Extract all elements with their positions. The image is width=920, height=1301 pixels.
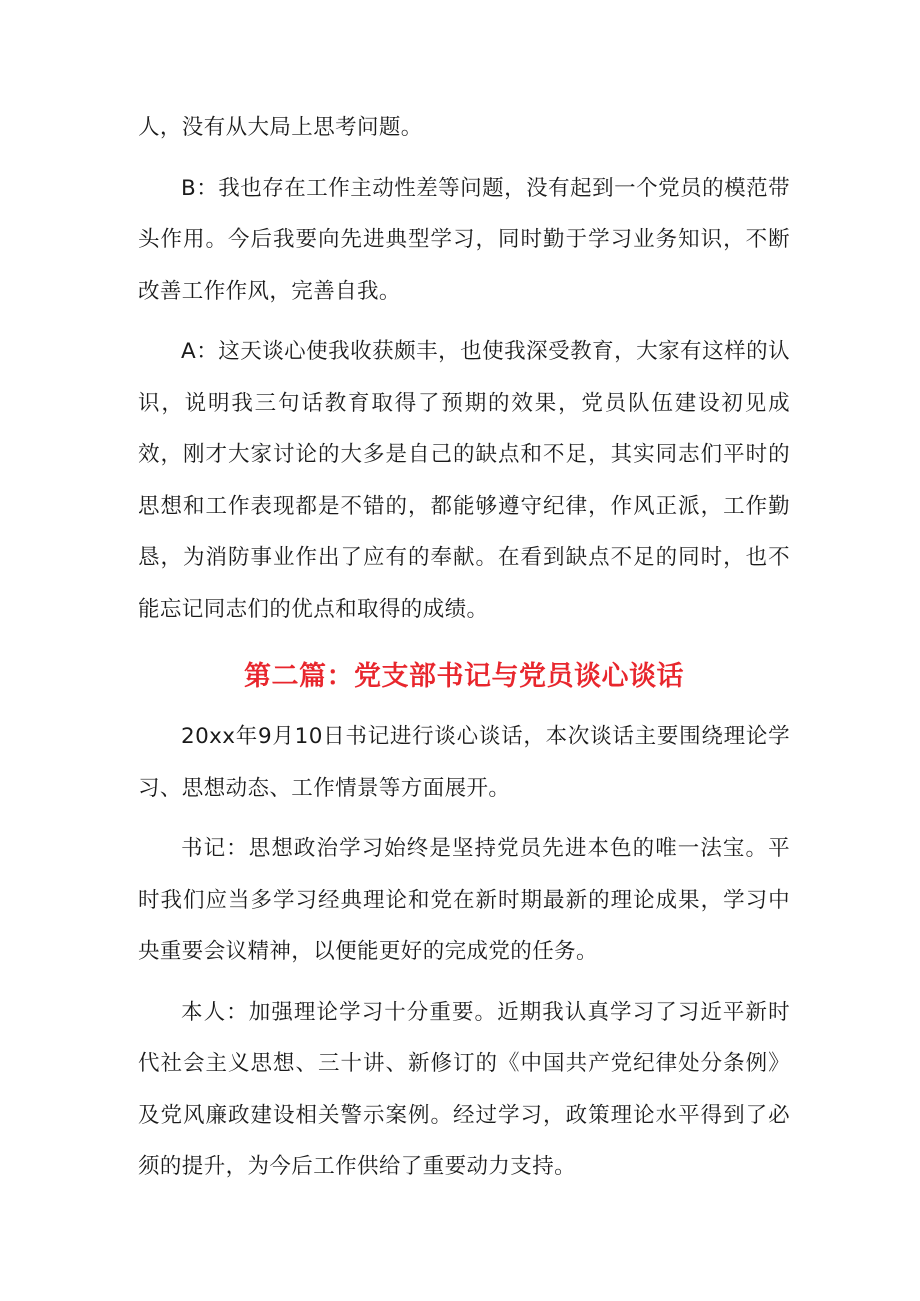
paragraph-a-summary: A：这天谈心使我收获颇丰，也使我深受教育，大家有这样的认识，说明我三句话教育取得了预期的效果，党员队伍建设初见成效，刚才大家讨论的大多是自己的缺点和不足，其实同志们平时的思想和工作表现都是不错的，都能够遵守纪律，作风正派，工作勤恳，为消防事业作出了应有的奉献。在看到缺点不足的同时，也不能忘记同志们的优点和取得的成绩。 bbox=[138, 339, 790, 622]
paragraph-self: 本人：加强理论学习十分重要。近期我认真学习了习近平新时代社会主义思想、三十讲、新修订的《中国共产党纪律处分条例》及党风廉政建设相关警示案例。经过学习，政策理论水平得到了必须的提升，为今后工作供给了重要动力支持。 bbox=[138, 999, 790, 1179]
document-body bbox=[138, 102, 790, 1202]
section-heading: 第二篇：党支部书记与党员谈心谈话 bbox=[244, 661, 684, 692]
paragraph-secretary: 书记：思想政治学习始终是坚持党员先进本色的唯一法宝。平时我们应当多学习经典理论和党在新时期最新的理论成果，学习中央重要会议精神，以便能更好的完成党的任务。 bbox=[138, 836, 790, 964]
paragraph-continuation: 人，没有从大局上思考问题。 bbox=[138, 115, 423, 140]
paragraph-b-statement: B：我也存在工作主动性差等问题，没有起到一个党员的模范带头作用。今后我要向先进典型学习，同时勤于学习业务知识，不断改善工作作风，完善自我。 bbox=[138, 175, 790, 304]
paragraph-intro: 20xx年9月10日书记进行谈心谈话，本次谈话主要围绕理论学习、思想动态、工作情景等方面展开。 bbox=[138, 724, 790, 801]
